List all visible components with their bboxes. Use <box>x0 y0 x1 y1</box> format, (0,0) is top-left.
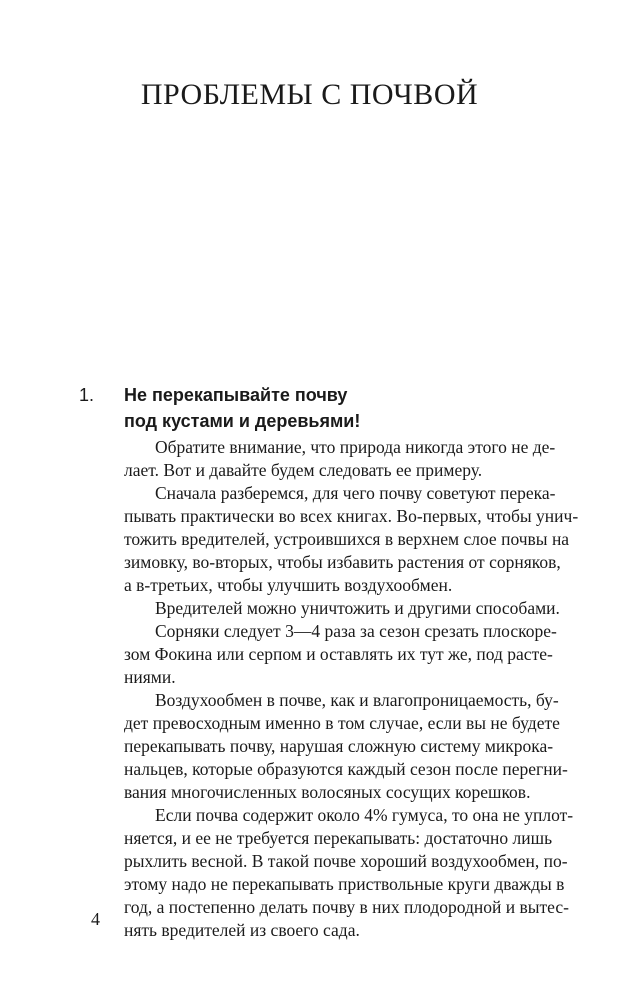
paragraph-first-line: Сначала разберемся, для чего почву советуют перека- <box>155 483 556 503</box>
text-line: перекапывать почву, нарушая сложную систему микрока- <box>124 736 554 756</box>
section-number: 1. <box>79 385 95 405</box>
text-line: зимовку, во-вторых, чтобы избавить растения от сорняков, <box>124 552 561 572</box>
page-number: 4 <box>91 909 100 929</box>
text-line: пывать практически во всех книгах. Во-первых, чтобы унич- <box>124 506 579 526</box>
section-heading-line: под кустами и деревьями! <box>124 411 361 431</box>
text-line: год, а постепенно делать почву в них плодородной и вытес- <box>124 897 569 917</box>
text-line: зом Фокина или серпом и оставлять их тут же, под расте- <box>124 644 553 664</box>
text-line: лает. Вот и давайте будем следовать ее примеру. <box>124 460 483 480</box>
text-line: няется, и ее не требуется перекапывать: достаточно лишь <box>124 828 553 848</box>
text-line: нять вредителей из своего сада. <box>124 920 360 940</box>
text-line: тожить вредителей, устроившихся в верхнем слое почвы на <box>124 529 570 549</box>
section-heading <box>124 382 504 434</box>
paragraph-first-line: Вредителей можно уничтожить и другими способами. <box>155 598 560 618</box>
body-text <box>124 436 579 942</box>
text-line: рыхлить весной. В такой почве хороший воздухообмен, по- <box>124 851 568 871</box>
chapter-title: ПРОБЛЕМЫ С ПОЧВОЙ <box>140 78 479 111</box>
text-line: этому надо не перекапывать приствольные круги дважды в <box>124 874 565 894</box>
text-line: дет превосходным именно в том случае, если вы не будете <box>124 713 560 733</box>
text-line: вания многочисленных волосяных сосущих корешков. <box>124 782 531 802</box>
text-line: ниями. <box>124 667 176 687</box>
text-line: а в-третьих, чтобы улучшить воздухообмен. <box>124 575 453 595</box>
paragraph-first-line: Если почва содержит около 4% гумуса, то она не уплот- <box>155 805 574 825</box>
paragraph-first-line: Обратите внимание, что природа никогда этого не де- <box>155 437 556 457</box>
paragraph-first-line: Сорняки следует 3—4 раза за сезон срезать плоскоре- <box>155 621 557 641</box>
section-heading-line: Не перекапывайте почву <box>124 385 348 405</box>
text-line: нальцев, которые образуются каждый сезон после перегни- <box>124 759 568 779</box>
paragraph-first-line: Воздухообмен в почве, как и влагопроницаемость, бу- <box>155 690 559 710</box>
